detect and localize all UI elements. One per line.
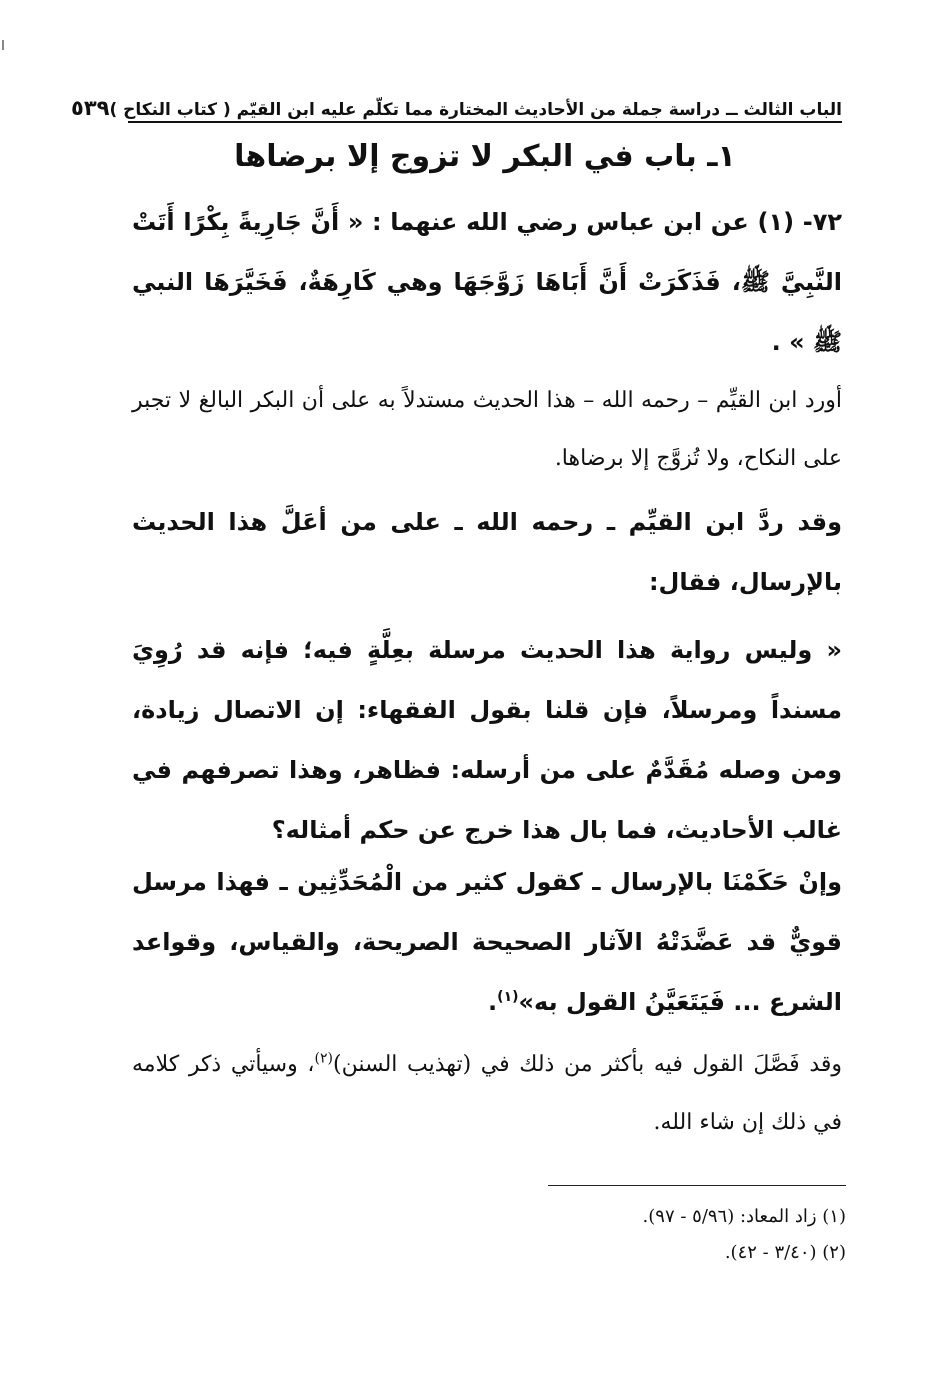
hadith-text-content: ٧٢- (١) عن ابن عباس رضي الله عنهما : « أَنَّ جَارِيةً بِكْرًا أَتَتْ النَّبِيَّ ﷺ، فَذَكَرَتْ أَنَّ أَبَاهَا زَوَّجَهَا وهي كَارِهَةٌ، فَخَيَّرَهَا النبي ﷺ » .: [132, 208, 842, 356]
commentary-text: أورد ابن القيِّم – رحمه الله – هذا الحديث مستدلاً به على أن البكر البالغ لا تجبر على النكاح، ولا تُزوَّج إلا برضاها.: [132, 388, 842, 471]
page-number: ٥٣٩: [71, 96, 110, 120]
closing-text-1: وقد فَصَّلَ القول فيه بأكثر من ذلك في (تهذيب السنن): [332, 1052, 843, 1077]
quotation-text-2: وإنْ حَكَمْنَا بالإرسال ـ كقول كثير من الْمُحَدِّثِين ـ فهذا مرسل قويٌّ قد عَضَّدَتْهُ الآثار الصحيحة الصريحة، والقياس، وقواعد الشرع ... فَيَتَعَيَّنُ القول به»: [132, 868, 842, 1016]
refutation-intro-text: وقد ردَّ ابن القيِّم ـ رحمه الله ـ على من أعَلَّ هذا الحديث بالإرسال، فقال:: [132, 508, 842, 596]
closing-text-2: وسيأتي ذكر كلامه في ذلك إن شاء الله.: [132, 1052, 842, 1135]
page-edge-mark: [2, 40, 4, 50]
hadith-text: [132, 192, 842, 372]
refutation-intro-paragraph: [132, 492, 842, 612]
closing-paragraph: [132, 1036, 842, 1152]
running-title: الباب الثالث ــ دراسة جملة من الأحاديث المختارة مما تكلّم عليه ابن القيّم ( كتاب النكاح ): [109, 100, 842, 120]
running-header: [71, 88, 842, 120]
footnote-ref-2[interactable]: (٢): [314, 1050, 333, 1067]
commentary-paragraph: [132, 372, 842, 488]
quotation-paragraph-2: [132, 852, 842, 1032]
header-rule: [128, 121, 842, 123]
full-stop: .: [488, 988, 498, 1016]
quotation-text-1: « وليس رواية هذا الحديث مرسلة بعِلَّةٍ فيه؛ فإنه قد رُوِيَ مسنداً ومرسلاً، فإن قلنا بقول الفقهاء: إن الاتصال زيادة، ومن وصله مُقَدَّمٌ على من أرسله: فظاهر، وهذا تصرفهم في غالب الأحاديث، فما بال هذا خرج عن حكم أمثاله؟: [132, 636, 842, 844]
footnote-ref-1[interactable]: (١): [497, 989, 519, 1005]
section-title: ١ـ باب في البكر لا تزوج إلا برضاها: [234, 139, 736, 174]
quotation-paragraph-1: [132, 620, 842, 860]
footnote-rule: [548, 1185, 846, 1186]
footnote-2: (٢) (٣/٤٠ - ٤٢).: [724, 1242, 846, 1263]
comma: ،: [307, 1052, 315, 1077]
footnote-1: (١) زاد المعاد: (٥/٩٦ - ٩٧).: [642, 1206, 846, 1227]
